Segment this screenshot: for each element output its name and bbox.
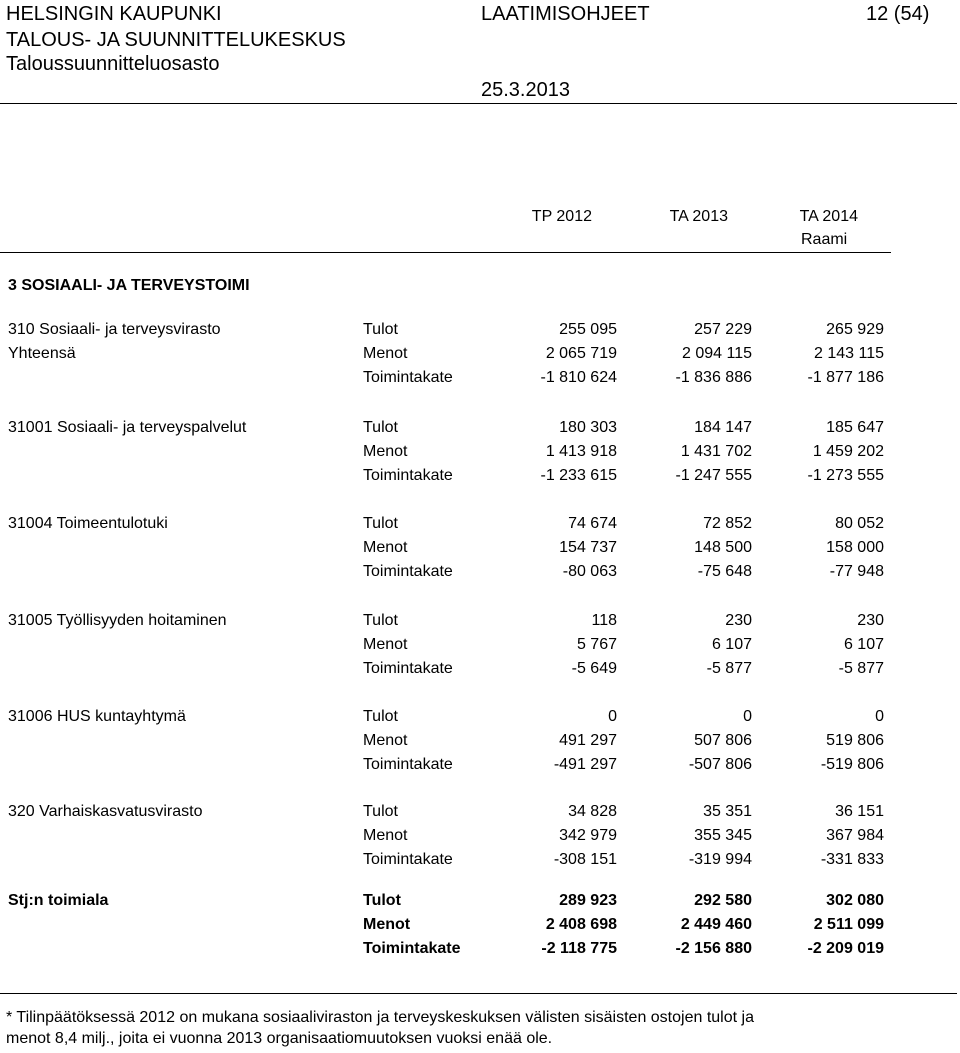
- footnote-rule: [0, 993, 957, 994]
- cell-value: 292 580: [694, 892, 752, 909]
- footnote-line-2: menot 8,4 milj., joita ei vuonna 2013 organisaatiomuutoksen vuoksi enää ole.: [6, 1030, 553, 1047]
- row-type-label: Toimintakate: [363, 660, 453, 677]
- cell-value: -319 994: [688, 851, 752, 868]
- column-header-ta2014: TA 2014: [799, 208, 858, 225]
- cell-value: 257 229: [694, 321, 752, 338]
- row-type-label: Toimintakate: [363, 756, 453, 773]
- cell-value: 2 094 115: [682, 345, 752, 362]
- cell-value: 230: [725, 612, 752, 629]
- cell-value: 5 767: [576, 636, 617, 653]
- cell-value: 491 297: [559, 732, 617, 749]
- cell-value: -1 836 886: [675, 369, 752, 386]
- cell-value: 230: [857, 612, 884, 629]
- cell-value: -331 833: [820, 851, 884, 868]
- cell-value: 355 345: [694, 827, 752, 844]
- unit-name-label: 31006 HUS kuntayhtymä: [8, 708, 186, 725]
- cell-value: -2 156 880: [675, 940, 752, 957]
- document-title: LAATIMISOHJEET: [481, 3, 650, 25]
- cell-value: 1 413 918: [545, 443, 617, 460]
- row-type-label: Tulot: [363, 419, 398, 436]
- cell-value: 0: [608, 708, 617, 725]
- cell-value: 74 674: [568, 515, 617, 532]
- cell-value: 148 500: [694, 539, 752, 556]
- cell-value: -308 151: [553, 851, 617, 868]
- unit-name-label-2: Yhteensä: [8, 345, 76, 362]
- cell-value: -77 948: [829, 563, 884, 580]
- document-date: 25.3.2013: [481, 79, 570, 101]
- row-type-label: Toimintakate: [363, 563, 453, 580]
- cell-value: 35 351: [703, 803, 752, 820]
- cell-value: 185 647: [826, 419, 884, 436]
- cell-value: -1 247 555: [675, 467, 752, 484]
- cell-value: 118: [591, 612, 617, 629]
- row-type-label: Menot: [363, 827, 408, 844]
- cell-value: 0: [743, 708, 752, 725]
- org-name: HELSINGIN KAUPUNKI: [6, 3, 222, 25]
- cell-value: -2 209 019: [807, 940, 884, 957]
- department-name: TALOUS- JA SUUNNITTELUKESKUS: [6, 29, 346, 51]
- cell-value: -5 877: [706, 660, 752, 677]
- page-number: 12 (54): [866, 3, 930, 25]
- cell-value: -1 810 624: [540, 369, 617, 386]
- cell-value: 0: [875, 708, 884, 725]
- cell-value: 342 979: [559, 827, 617, 844]
- cell-value: -5 877: [838, 660, 884, 677]
- cell-value: -75 648: [697, 563, 752, 580]
- cell-value: 2 449 460: [680, 916, 752, 933]
- cell-value: 2 143 115: [814, 345, 884, 362]
- cell-value: 184 147: [694, 419, 752, 436]
- row-type-label: Tulot: [363, 803, 398, 820]
- row-type-label: Toimintakate: [363, 369, 453, 386]
- cell-value: 367 984: [826, 827, 884, 844]
- row-type-label: Tulot: [363, 612, 398, 629]
- cell-value: -519 806: [820, 756, 884, 773]
- unit-name-label: 31005 Työllisyyden hoitaminen: [8, 612, 227, 629]
- row-type-label: Toimintakate: [363, 851, 453, 868]
- cell-value: -1 273 555: [807, 467, 884, 484]
- cell-value: 34 828: [568, 803, 617, 820]
- row-type-label: Toimintakate: [363, 940, 461, 957]
- row-type-label: Tulot: [363, 892, 401, 909]
- cell-value: 80 052: [835, 515, 884, 532]
- cell-value: 2 065 719: [545, 345, 617, 362]
- cell-value: 2 408 698: [545, 916, 617, 933]
- row-type-label: Menot: [363, 916, 411, 933]
- cell-value: 72 852: [703, 515, 752, 532]
- column-header-raami: Raami: [801, 231, 848, 248]
- column-header-ta2013: TA 2013: [669, 208, 728, 225]
- header-rule: [0, 103, 957, 104]
- unit-name-label: Stj:n toimiala: [8, 892, 109, 909]
- cell-value: -507 806: [688, 756, 752, 773]
- section-title: 3 SOSIAALI- JA TERVEYSTOIMI: [8, 277, 250, 294]
- footnote-line-1: * Tilinpäätöksessä 2012 on mukana sosiaaliviraston ja terveyskeskuksen välisten sisäisten ostojen tulot ja: [6, 1009, 754, 1026]
- row-type-label: Menot: [363, 345, 408, 362]
- unit-name-label: 310 Sosiaali- ja terveysvirasto: [8, 321, 221, 338]
- cell-value: -5 649: [571, 660, 617, 677]
- cell-value: 154 737: [559, 539, 617, 556]
- column-header-tp2012: TP 2012: [531, 208, 592, 225]
- cell-value: 158 000: [826, 539, 884, 556]
- cell-value: 6 107: [843, 636, 884, 653]
- cell-value: 180 303: [559, 419, 617, 436]
- cell-value: 1 431 702: [680, 443, 752, 460]
- unit-name-label: 320 Varhaiskasvatusvirasto: [8, 803, 203, 820]
- row-type-label: Menot: [363, 732, 408, 749]
- cell-value: -2 118 775: [541, 940, 617, 957]
- cell-value: 6 107: [711, 636, 752, 653]
- row-type-label: Menot: [363, 539, 408, 556]
- unit-name-label: 31004 Toimeentulotuki: [8, 515, 168, 532]
- cell-value: 1 459 202: [812, 443, 884, 460]
- row-type-label: Toimintakate: [363, 467, 453, 484]
- cell-value: 265 929: [826, 321, 884, 338]
- column-header-rule: [0, 252, 891, 253]
- unit-name-label: 31001 Sosiaali- ja terveyspalvelut: [8, 419, 247, 436]
- cell-value: -1 877 186: [807, 369, 884, 386]
- row-type-label: Menot: [363, 636, 408, 653]
- row-type-label: Tulot: [363, 321, 398, 338]
- cell-value: 255 095: [559, 321, 617, 338]
- cell-value: 302 080: [826, 892, 884, 909]
- cell-value: 519 806: [826, 732, 884, 749]
- unit-name: Taloussuunnitteluosasto: [6, 53, 220, 75]
- row-type-label: Tulot: [363, 708, 398, 725]
- cell-value: 507 806: [694, 732, 752, 749]
- row-type-label: Menot: [363, 443, 408, 460]
- cell-value: -491 297: [553, 756, 617, 773]
- cell-value: -1 233 615: [540, 467, 617, 484]
- cell-value: 289 923: [559, 892, 617, 909]
- cell-value: -80 063: [562, 563, 617, 580]
- cell-value: 36 151: [835, 803, 884, 820]
- row-type-label: Tulot: [363, 515, 398, 532]
- cell-value: 2 511 099: [813, 916, 884, 933]
